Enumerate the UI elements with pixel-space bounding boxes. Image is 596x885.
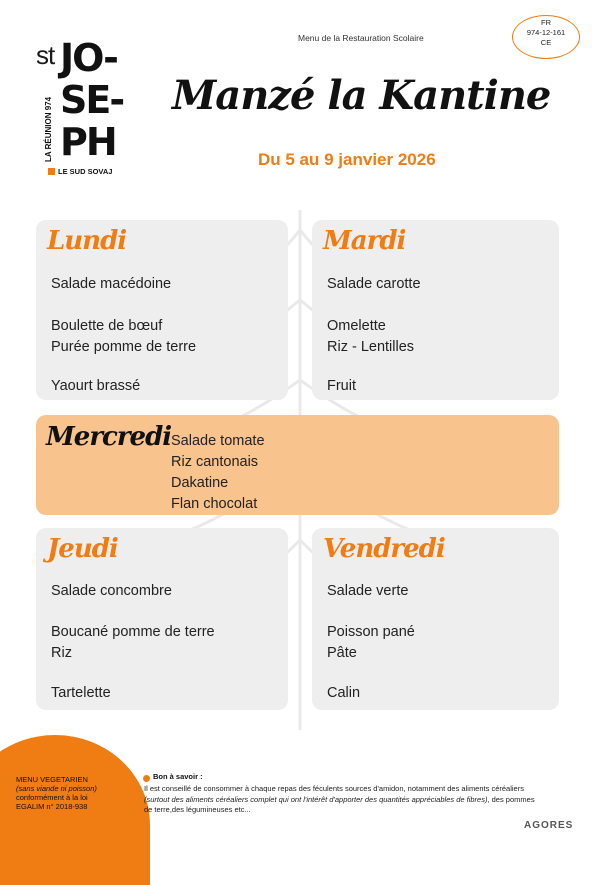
logo-line-1: JO- — [60, 36, 117, 80]
veg-sub: (sans viande ni poisson) — [16, 784, 97, 793]
menu-item: Riz — [51, 645, 72, 661]
logo-reunion: LA RÉUNION 974 — [44, 96, 53, 162]
menu-item: Salade tomate — [171, 433, 265, 449]
week-dates: Du 5 au 9 janvier 2026 — [258, 150, 436, 169]
logo-line-2: SE- — [60, 78, 124, 122]
page-title: Manzé la Kantine — [172, 72, 551, 119]
menu-item: Yaourt brassé — [51, 378, 141, 394]
approval-badge — [512, 15, 580, 59]
menu-item: Salade verte — [327, 583, 409, 599]
menu-item: Salade concombre — [51, 583, 172, 599]
day-title-vendredi: Vendredi — [323, 534, 445, 564]
menu-item: Boulette de bœuf — [51, 318, 163, 334]
logo-tagline: LE SUD SOVAJ — [58, 167, 113, 176]
bullet-icon — [143, 775, 150, 782]
logo-orange-square — [48, 168, 55, 175]
tip-text-part-2: , des pommes de terre,des légumineuses etc... — [144, 794, 535, 814]
menu-item: Riz cantonais — [171, 454, 259, 470]
menu-item: Pâte — [327, 645, 357, 661]
tip-text-part-1: Il est conseillé de consommer à chaque repas des féculents sources d'amidon, notamment des aliments céréaliers — [144, 784, 524, 793]
day-title-jeudi: Jeudi — [47, 534, 118, 564]
menu-item: Calin — [327, 685, 361, 701]
day-title-lundi: Lundi — [47, 226, 127, 256]
menu-item: Poisson pané — [327, 624, 415, 640]
veg-law-number: EGALIM n° 2018-938 — [16, 802, 88, 811]
veg-title: MENU VEGETARIEN — [16, 775, 88, 784]
logo-st: st — [36, 40, 55, 70]
menu-item: Salade macédoine — [51, 276, 172, 292]
menu-item: Flan chocolat — [171, 496, 258, 512]
menu-item: Boucané pomme de terre — [51, 624, 215, 640]
day-title-mardi: Mardi — [323, 226, 406, 256]
logo-line-3: PH — [60, 120, 116, 164]
vegetarian-note — [16, 775, 97, 811]
veg-law: conformément à la loi — [16, 793, 88, 802]
tip-text-italic: (surtout des aliments céréaliers complet qui ont l'intérêt d'apporter des quantités appréciables de fibres) — [144, 794, 488, 804]
tip-text — [144, 784, 544, 816]
day-title-mercredi: Mercredi — [46, 422, 172, 452]
header-subtitle: Menu de la Restauration Scolaire — [298, 33, 424, 43]
menu-item: Omelette — [327, 318, 386, 334]
menu-item: Fruit — [327, 378, 356, 394]
badge-line-3: CE — [540, 38, 552, 47]
badge-line-2: 974-12-161 — [526, 28, 566, 37]
menu-item: Purée pomme de terre — [51, 339, 197, 355]
menu-item: Tartelette — [51, 685, 111, 701]
brand-logo: AGORES — [524, 820, 574, 831]
badge-line-1: FR — [541, 18, 551, 27]
menu-item: Riz - Lentilles — [327, 339, 415, 355]
tip-title: Bon à savoir : — [153, 772, 203, 781]
menu-item: Salade carotte — [327, 276, 421, 292]
menu-item: Dakatine — [171, 475, 229, 491]
